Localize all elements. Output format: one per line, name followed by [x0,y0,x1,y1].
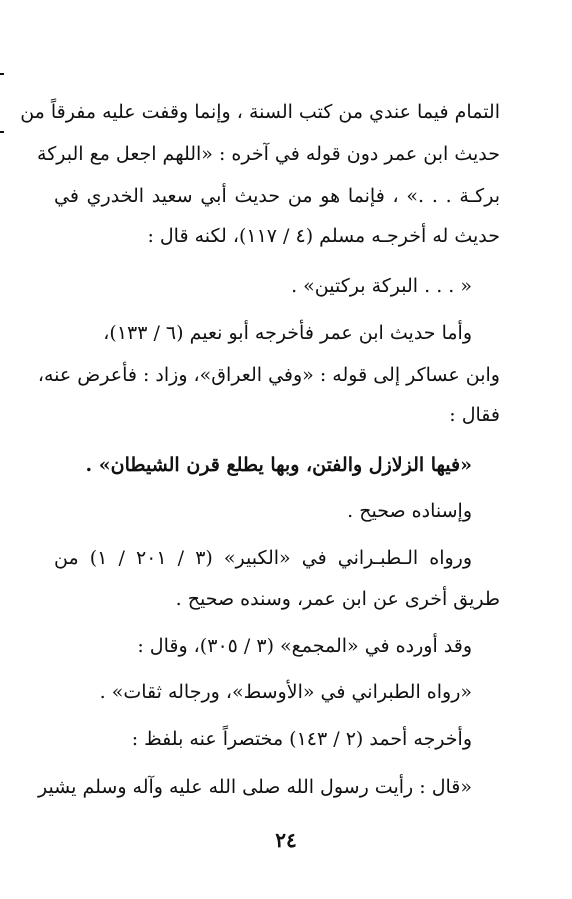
text-line-7: فقال : [449,404,500,426]
text-line-9: ورواه الـطبـراني في «الكبير» (٣ / ٢٠١ / ١) من [54,547,473,569]
margin-mark-bottom [0,131,4,133]
text-line-10: طريق أخرى عن ابن عمر، وسنده صحيح . [175,588,500,610]
text-line-3: بركـة . . .» ، فإنما هو من حديث أبي سعيد الخدري في [54,185,500,207]
text-line-6: وابن عساكر إلى قوله : «وفي العراق»، وزاد : فأعرض عنه، [37,364,500,386]
quote-line-1: « . . . البركة بركتين» . [291,275,472,297]
text-line-11: وقد أورده في «المجمع» (٣ / ٣٠٥)، وقال : [137,635,472,657]
text-line-12: وأخرجه أحمد (٢ / ١٤٣) مختصراً عنه بلفظ : [131,728,472,750]
hadith-quote: «فيها الزلازل والفتن، وبها يطلع قرن الشيطان» . [85,454,472,476]
text-line-5: وأما حديث ابن عمر فأخرجه أبو نعيم (٦ / ١٣٣)، [103,322,472,344]
text-line-8: وإسناده صحيح . [347,500,472,522]
text-line-2: حديث ابن عمر دون قوله في آخره : «اللهم اجعل مع البركة [37,143,500,165]
text-line-1: التمام فيما عندي من كتب السنة ، وإنما وقفت عليه مفرقاً من [20,101,500,123]
margin-mark-top [0,73,4,75]
text-line-4: حديث له أخرجـه مسلم (٤ / ١١٧)، لكنه قال : [147,225,500,247]
quote-line-2: «رواه الطبراني في «الأوسط»، ورجاله ثقات» . [99,681,472,703]
quote-line-3: «قال : رأيت رسول الله صلى الله عليه وآله وسلم يشير [37,776,472,798]
page-number: ٢٤ [275,828,297,852]
